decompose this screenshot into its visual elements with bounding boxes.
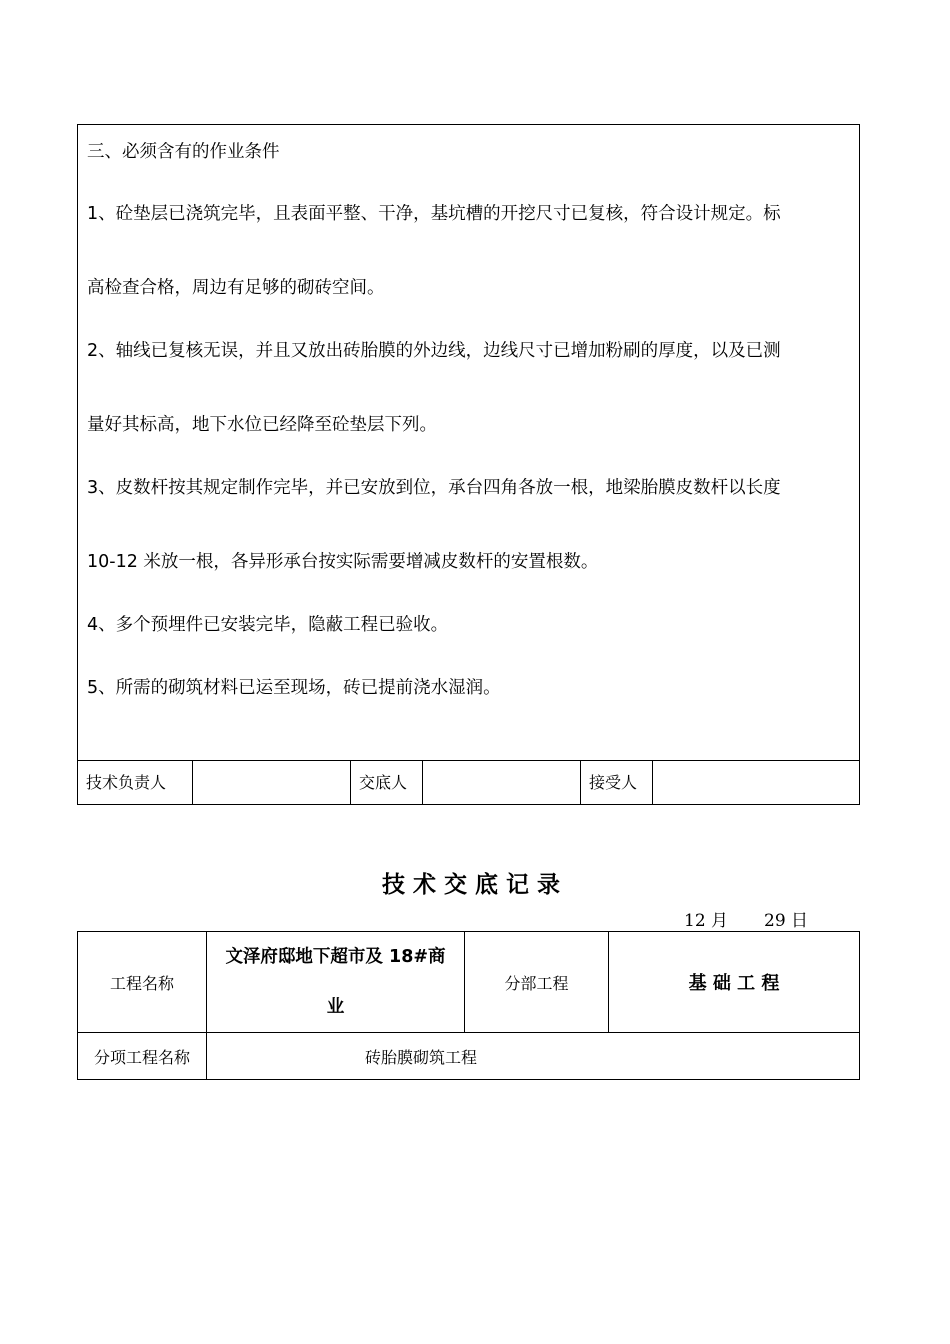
date-day: 29 日 (764, 911, 809, 931)
receiver-label: 接受人 (589, 773, 638, 792)
project-name-line-2: 业 (326, 997, 345, 1017)
condition-line-1: 1、砼垫层已浇筑完毕，且表面平整、干净，基坑槽的开挖尺寸已复核，符合设计规定。标 (87, 204, 781, 224)
project-name-label: 工程名称 (109, 973, 174, 993)
division-value: 基 础 工 程 (688, 973, 780, 994)
condition-line-4: 量好其标高，地下水位已经降至砼垫层下列。 (87, 415, 437, 435)
project-name-value (207, 932, 464, 1032)
tech-lead-label: 技术负责人 (86, 773, 167, 792)
condition-line-6: 10-12 米放一根，各异形承台按实际需要增减皮数杆的安置根数。 (87, 552, 599, 572)
handover-label: 交底人 (359, 773, 408, 792)
work-conditions-content (78, 125, 859, 760)
signature-row (78, 760, 859, 804)
record-title: 技术交底记录 (382, 872, 568, 898)
tech-lead-field[interactable] (193, 761, 350, 805)
project-name-line-1: 文泽府邸地下超市及 18#商 (225, 947, 446, 967)
work-conditions-box (77, 124, 860, 805)
condition-line-3: 2、轴线已复核无误，并且又放出砖胎膜的外边线，边线尺寸已增加粉刷的厚度，以及已测 (87, 341, 781, 361)
condition-line-5: 3、皮数杆按其规定制作完毕，并已安放到位，承台四角各放一根，地梁胎膜皮数杆以长度 (87, 478, 781, 498)
condition-line-7: 4、多个预埋件已安装完毕，隐蔽工程已验收。 (87, 615, 449, 635)
subitem-label: 分项工程名称 (93, 1047, 190, 1067)
handover-field[interactable] (423, 761, 580, 805)
date-month: 12 月 (684, 911, 729, 931)
record-table (77, 931, 860, 1080)
condition-line-8: 5、所需的砌筑材料已运至现场，砖已提前浇水湿润。 (87, 678, 501, 698)
subitem-value: 砖胎膜砌筑工程 (364, 1047, 477, 1067)
receiver-field[interactable] (653, 761, 859, 805)
condition-line-2: 高检查合格，周边有足够的砌砖空间。 (87, 278, 385, 298)
divider (350, 761, 351, 805)
divider (580, 761, 581, 805)
division-label: 分部工程 (504, 973, 569, 993)
conditions-heading: 三、必须含有的作业条件 (87, 142, 280, 162)
